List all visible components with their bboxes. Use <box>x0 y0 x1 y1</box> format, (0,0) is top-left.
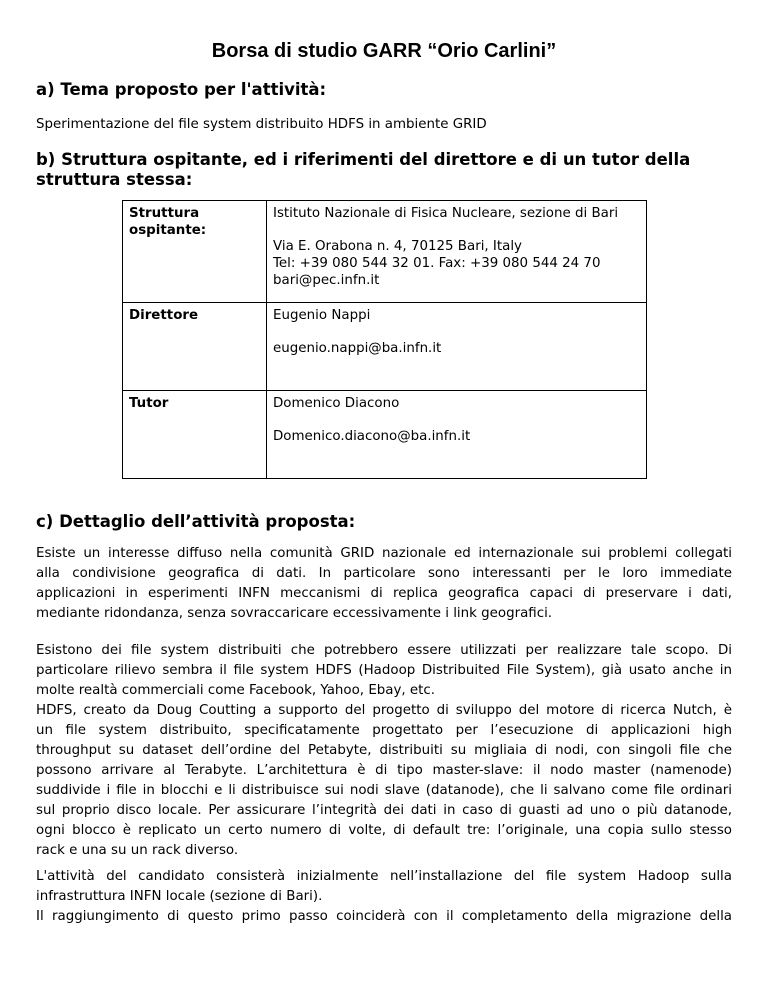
paragraph-line: applicazioni in esperimenti INFN meccanismi di replica geografica capaci di preservare i dati, <box>36 586 732 601</box>
paragraph-line: possono arrivare al Terabyte. L’architettura è di tipo master-slave: il nodo master (namenode) <box>36 763 732 778</box>
paragraph-line: sul proprio disco locale. Per assicurare l’integrità dei dati in caso di guasti ad uno o più datanode, <box>36 803 732 818</box>
paragraph-line: rack e una su un rack diverso. <box>36 843 239 858</box>
paragraph-line: molte realtà commerciali come Facebook, Yahoo, Ebay, etc. <box>36 683 436 698</box>
table-row-direttore <box>123 303 647 391</box>
paragraph-3 <box>36 701 732 861</box>
struttura-name: Istituto Nazionale di Fisica Nucleare, sezione di Bari <box>273 206 619 221</box>
label-struttura: Struttura ospitante: <box>123 201 267 303</box>
section-a-text: Sperimentazione del file system distribuito HDFS in ambiente GRID <box>36 117 487 132</box>
paragraph-line: alla condivisione geografica di dati. In particolare sono interessanti per le loro immediate <box>36 566 732 581</box>
struttura-address: Via E. Orabona n. 4, 70125 Bari, Italy <box>273 239 522 254</box>
table-row-struttura <box>123 201 647 303</box>
document-title: Borsa di studio GARR “Orio Carlini” <box>211 40 557 62</box>
section-a-heading: a) Tema proposto per l'attività: <box>36 80 327 99</box>
paragraph-line: un file system distribuito, specificatamente progettato per l’esecuzione di applicazioni high <box>36 723 732 738</box>
paragraph-line: infrastruttura INFN locale (sezione di Bari). <box>36 889 323 904</box>
value-tutor <box>267 391 647 479</box>
paragraph-1 <box>36 544 732 624</box>
paragraph-line: suddivide i file in blocchi e li distribuisce sui nodi slave (datanode), che li salvano come file ordinari <box>36 783 732 798</box>
paragraph-line: ogni blocco è replicato un certo numero di volte, di default tre: l’originale, una copia sullo stesso <box>36 823 732 838</box>
section-b-heading <box>36 150 736 190</box>
value-struttura <box>267 201 647 303</box>
paragraph-5 <box>36 907 732 927</box>
section-b-heading-line1: b) Struttura ospitante, ed i riferimenti del direttore e di un tutor della <box>36 150 691 169</box>
paragraph-line: L'attività del candidato consisterà inizialmente nell’installazione del file system Hadoop sulla <box>36 869 732 884</box>
paragraph-line: particolare rilievo sembra il file system HDFS (Hadoop Distribuited File System), già usato anche in <box>36 663 732 678</box>
tutor-email: Domenico.diacono@ba.infn.it <box>273 429 471 444</box>
section-c-heading: c) Dettaglio dell’attività proposta: <box>36 512 356 531</box>
paragraph-line: Il raggiungimento di questo primo passo coinciderà con il completamento della migrazione della <box>36 909 732 924</box>
struttura-phone: Tel: +39 080 544 32 01. Fax: +39 080 544 24 70 <box>273 256 601 271</box>
label-direttore: Direttore <box>123 303 267 391</box>
host-structure-table <box>122 200 647 479</box>
paragraph-4 <box>36 867 732 907</box>
paragraph-line: Esistono dei file system distribuiti che potrebbero essere utilizzati per realizzare tale scopo. Di <box>36 643 732 658</box>
tutor-name: Domenico Diacono <box>273 396 400 411</box>
table-row-tutor <box>123 391 647 479</box>
paragraph-line: mediante ridondanza, senza sovraccaricare eccessivamente i link geografici. <box>36 606 553 621</box>
paragraph-2 <box>36 641 732 701</box>
direttore-email: eugenio.nappi@ba.infn.it <box>273 341 442 356</box>
paragraph-line: Esiste un interesse diffuso nella comunità GRID nazionale ed internazionale sui problemi collegati <box>36 546 732 561</box>
section-b-heading-line2: struttura stessa: <box>36 170 193 189</box>
label-tutor: Tutor <box>123 391 267 479</box>
paragraph-line: throughput su dataset dell’ordine del Petabyte, distribuiti su migliaia di nodi, con singoli file che <box>36 743 732 758</box>
paragraph-line: HDFS, creato da Doug Coutting a supporto del progetto di sviluppo del motore di ricerca Nutch, è <box>36 703 732 718</box>
struttura-email: bari@pec.infn.it <box>273 273 380 288</box>
direttore-name: Eugenio Nappi <box>273 308 371 323</box>
value-direttore <box>267 303 647 391</box>
